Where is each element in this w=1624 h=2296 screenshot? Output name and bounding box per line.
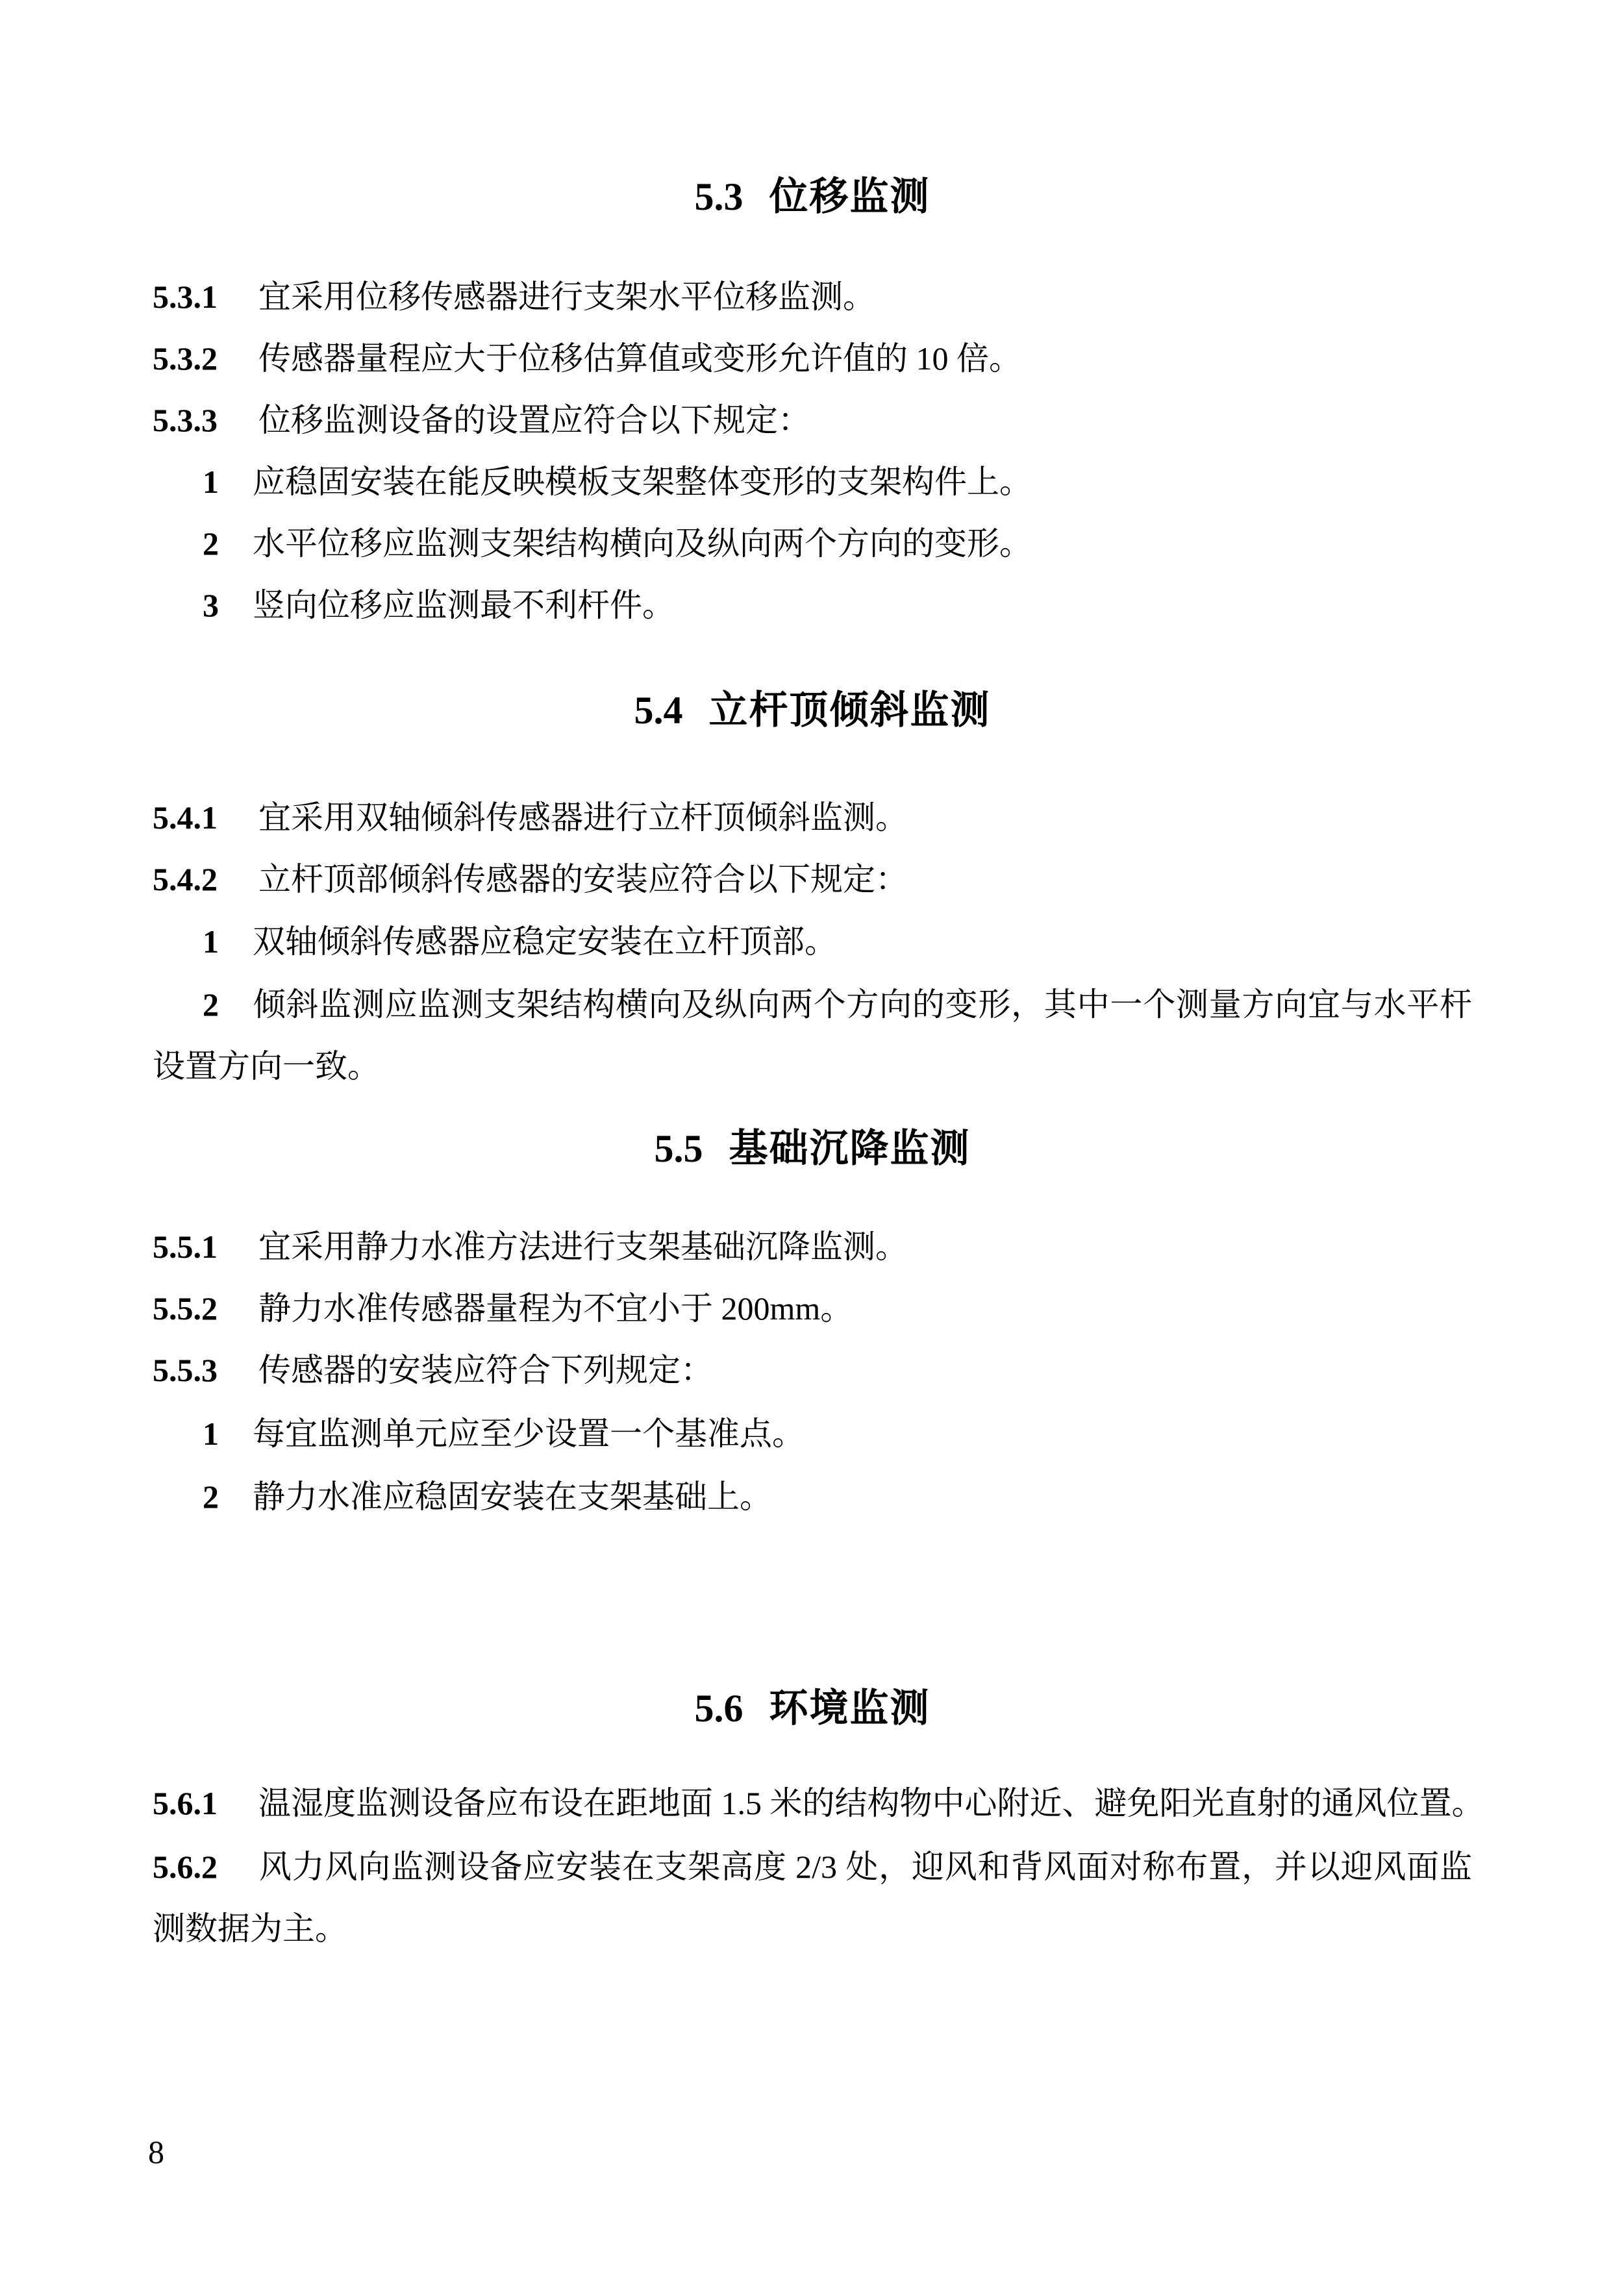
clause-5-6-1 [153, 1773, 1484, 1834]
clause-label: 5.3.1 [153, 279, 218, 315]
item-number: 1 [203, 464, 219, 500]
item-text: 水平位移应监测支架结构横向及纵向两个方向的变形。 [253, 525, 1032, 562]
item-number: 3 [203, 587, 219, 623]
clause-label: 5.3.2 [153, 340, 218, 377]
section-number: 5.5 [654, 1127, 703, 1170]
list-item-5-5-3-2 [203, 1466, 1522, 1528]
item-text: 双轴倾斜传感器应稳定安装在立杆顶部。 [253, 923, 837, 960]
section-heading-5-6 [153, 1686, 1472, 1731]
section-heading-5-5 [153, 1126, 1472, 1171]
clause-text: 位移监测设备的设置应符合以下规定： [258, 402, 810, 438]
item-number: 2 [203, 986, 219, 1023]
clause-text: 立杆顶部倾斜传感器的安装应符合以下规定： [258, 861, 908, 897]
clause-5-3-2 [153, 328, 1472, 390]
section-title: 立杆顶倾斜监测 [708, 689, 991, 732]
clause-text: 静力水准传感器量程为不宜小于 200mm。 [258, 1290, 853, 1327]
clause-5-5-2 [153, 1278, 1472, 1340]
item-number: 1 [203, 923, 219, 960]
clause-text: 传感器的安装应符合下列规定： [258, 1352, 713, 1388]
clause-label: 5.3.3 [153, 402, 218, 438]
list-item-5-5-3-1 [203, 1403, 1522, 1465]
section-number: 5.4 [634, 689, 683, 732]
item-text: 应稳固安装在能反映模板支架整体变形的支架构件上。 [253, 464, 1032, 500]
clause-label: 5.5.2 [153, 1290, 218, 1327]
section-number: 5.3 [694, 175, 743, 218]
clause-label: 5.4.1 [153, 799, 218, 836]
clause-label: 5.4.2 [153, 861, 218, 897]
section-number: 5.6 [694, 1687, 743, 1730]
item-text: 倾斜监测应监测支架结构横向及纵向两个方向的变形，其中一个测量方向宜与水平杆设置方向一致。 [153, 986, 1472, 1084]
list-item-5-3-3-1 [203, 451, 1522, 513]
page-number: 8 [148, 2134, 164, 2170]
clause-5-3-3 [153, 390, 1472, 451]
section-title: 位移监测 [769, 175, 931, 218]
item-text: 竖向位移应监测最不利杆件。 [253, 587, 675, 623]
clause-label: 5.6.1 [153, 1785, 218, 1821]
item-number: 2 [203, 1479, 219, 1515]
list-item-5-3-3-2 [203, 513, 1522, 575]
clause-5-5-3 [153, 1340, 1472, 1401]
clause-text: 宜采用双轴倾斜传感器进行立杆顶倾斜监测。 [258, 799, 908, 836]
clause-label: 5.5.3 [153, 1352, 218, 1388]
section-title: 基础沉降监测 [729, 1127, 971, 1170]
clause-text: 宜采用位移传感器进行支架水平位移监测。 [258, 279, 875, 315]
section-heading-5-3 [153, 174, 1472, 219]
section-heading-5-4 [153, 688, 1472, 733]
item-number: 2 [203, 525, 219, 562]
clause-text: 风力风向监测设备应安装在支架高度 2/3 处，迎风和背风面对称布置，并以迎风面监测数据为主。 [153, 1849, 1472, 1947]
clause-text: 温湿度监测设备应布设在距地面 1.5 米的结构物中心附近、避免阳光直射的通风位置。 [258, 1785, 1484, 1821]
section-title: 环境监测 [769, 1687, 931, 1730]
clause-5-6-2 [153, 1836, 1472, 1960]
item-text: 每宜监测单元应至少设置一个基准点。 [253, 1416, 805, 1452]
list-item-5-3-3-3 [203, 575, 1522, 636]
list-item-5-4-2-2 [153, 974, 1472, 1097]
item-text: 静力水准应稳固安装在支架基础上。 [253, 1479, 772, 1515]
list-item-5-4-2-1 [203, 911, 1522, 973]
clause-5-5-1 [153, 1216, 1472, 1278]
clause-5-3-1 [153, 266, 1472, 328]
item-number: 1 [203, 1416, 219, 1452]
clause-5-4-1 [153, 787, 1472, 849]
clause-label: 5.5.1 [153, 1229, 218, 1265]
clause-text: 宜采用静力水准方法进行支架基础沉降监测。 [258, 1229, 908, 1265]
clause-text: 传感器量程应大于位移估算值或变形允许值的 10 倍。 [258, 340, 1021, 377]
clause-label: 5.6.2 [153, 1849, 218, 1885]
clause-5-4-2 [153, 849, 1472, 910]
